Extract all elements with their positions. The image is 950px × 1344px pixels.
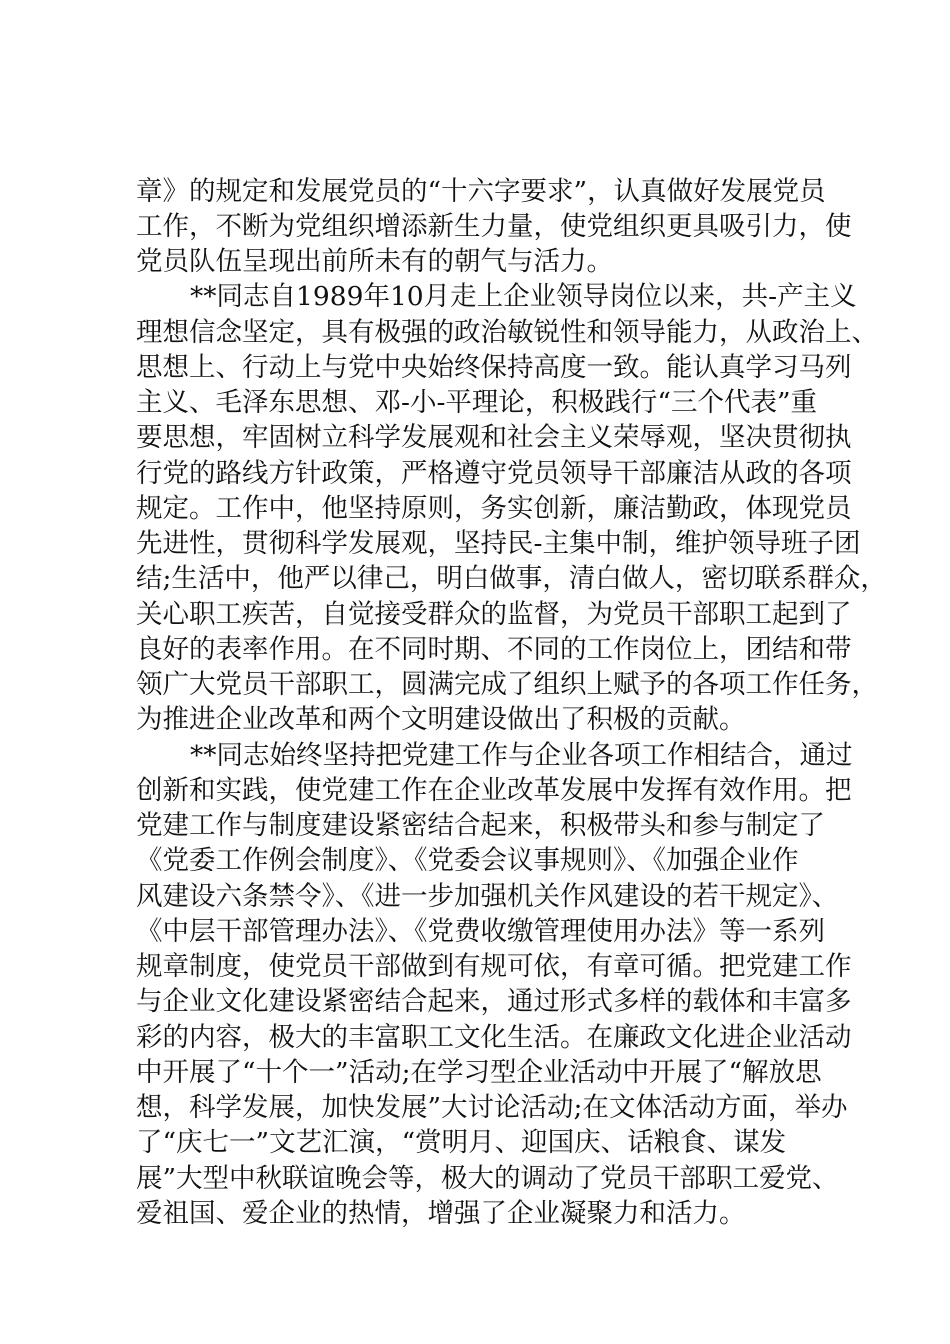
text-line: 《党委工作例会制度》、《党委会议事规则》、《加强企业作 [136,845,799,876]
text-line: 了“庆七一”文艺汇演，“赏明月、迎国庆、话粮食、谋发 [136,1127,787,1158]
text-line: 爱祖国、爱企业的热情，增强了企业凝聚力和活力。 [136,1198,746,1229]
text-line: **同志始终坚持把党建工作与企业各项工作相结合，通过 [190,740,853,771]
text-line: 《中层干部管理办法》、《党费收缴管理使用办法》等一系列 [136,916,825,947]
text-line: **同志自1989年10月走上企业领导岗位以来，共-产主义 [190,281,857,312]
text-line: 领广大党员干部职工，圆满完成了组织上赋予的各项工作任务， [136,669,878,700]
text-line: 主义、毛泽东思想、邓-小-平理论，积极践行“三个代表”重 [136,387,818,418]
text-line: 中开展了“十个一”活动;在学习型企业活动中开展了“解放思 [136,1057,822,1088]
text-line: 行党的路线方针政策，严格遵守党员领导干部廉洁从政的各项 [136,458,852,489]
text-line: 规章制度，使党员干部做到有规可依，有章可循。把党建工作 [136,951,852,982]
text-line: 关心职工疾苦，自觉接受群众的监督，为党员干部职工起到了 [136,599,852,630]
text-line: 风建设六条禁令》、《进一步加强机关作风建设的若干规定》、 [136,881,839,912]
text-line: 彩的内容，极大的丰富职工文化生活。在廉政文化进企业活动 [136,1022,852,1053]
text-line: 工作，不断为党组织增添新生力量，使党组织更具吸引力，使 [136,211,852,242]
text-line: 结;生活中，他严以律己，明白做事，清白做人，密切联系群众， [136,563,887,594]
text-line: 党建工作与制度建设紧密结合起来，积极带头和参与制定了 [136,810,825,841]
text-line: 想，科学发展，加快发展”大讨论活动;在文体活动方面，举办 [136,1092,848,1123]
text-line: 党员队伍呈现出前所未有的朝气与活力。 [136,246,613,277]
text-line: 章》的规定和发展党员的“十六字要求”，认真做好发展党员 [136,176,826,207]
text-line: 与企业文化建设紧密结合起来，通过形式多样的载体和丰富多 [136,986,852,1017]
text-line: 良好的表率作用。在不同时期、不同的工作岗位上，团结和带 [136,634,852,665]
text-line: 展”大型中秋联谊晚会等，极大的调动了党员干部职工爱党、 [136,1163,839,1194]
text-line: 为推进企业改革和两个文明建设做出了积极的贡献。 [136,704,746,735]
text-line: 要思想，牢固树立科学发展观和社会主义荣辱观，坚决贯彻执 [136,422,852,453]
text-line: 理想信念坚定，具有极强的政治敏锐性和领导能力，从政治上、 [136,317,878,348]
text-line: 思想上、行动上与党中央始终保持高度一致。能认真学习马列 [136,352,852,383]
text-line: 规定。工作中，他坚持原则，务实创新，廉洁勤政，体现党员 [136,493,852,524]
text-line: 创新和实践，使党建工作在企业改革发展中发挥有效作用。把 [136,775,852,806]
text-line: 先进性，贯彻科学发展观，坚持民-主集中制，维护领导班子团 [136,528,861,559]
